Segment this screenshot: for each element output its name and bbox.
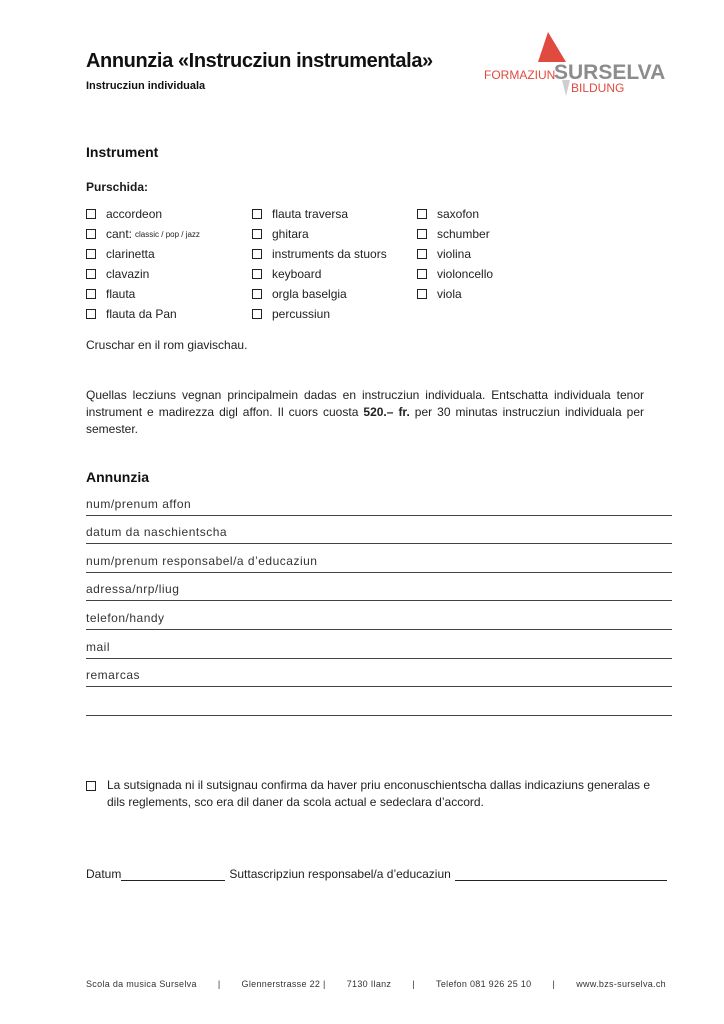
checkbox[interactable] xyxy=(417,249,427,259)
annunzia-heading: Annunzia xyxy=(86,469,149,485)
checkbox[interactable] xyxy=(86,269,96,279)
option-violoncello[interactable] xyxy=(417,264,493,284)
info-text-2: per 30 minutas instrucziun individuala per semester. xyxy=(86,405,645,436)
footer-separator: | xyxy=(217,979,221,989)
checkbox[interactable] xyxy=(86,309,96,319)
field-phone[interactable]: telefon/handy xyxy=(86,611,672,630)
checkbox[interactable] xyxy=(86,249,96,259)
logo-word-bildung: BILDUNG xyxy=(571,81,625,95)
checkbox[interactable] xyxy=(252,289,262,299)
field-remarks[interactable]: remarcas xyxy=(86,668,672,687)
checkbox[interactable] xyxy=(417,229,427,239)
option-label: violoncello xyxy=(437,267,494,281)
price: 520.– fr. xyxy=(363,405,410,419)
option-label: clavazin xyxy=(106,267,150,281)
option-label: ghitara xyxy=(272,227,309,241)
option-label: saxofon xyxy=(437,207,480,221)
checkbox[interactable] xyxy=(252,269,262,279)
footer-city: 7130 Ilanz xyxy=(346,979,392,989)
option-label: flauta traversa xyxy=(272,207,349,221)
option-label: flauta da Pan xyxy=(106,307,177,321)
checkbox[interactable] xyxy=(252,309,262,319)
instrument-column-1 xyxy=(86,204,200,324)
option-label: viola xyxy=(437,287,462,301)
option-label: cant: xyxy=(106,227,133,241)
checkbox[interactable] xyxy=(417,289,427,299)
option-label: orgla baselgia xyxy=(272,287,347,301)
formaziun-surselva-logo xyxy=(482,30,678,98)
option-saxofon[interactable] xyxy=(417,204,493,224)
checkbox[interactable] xyxy=(417,209,427,219)
page-title: Annunzia «Instrucziun instrumentala» xyxy=(86,50,433,72)
option-ghitara[interactable] xyxy=(252,224,387,244)
option-flauta[interactable] xyxy=(86,284,200,304)
info-text-1: Quellas lecziuns vegnan principalmein dadas en instrucziun individuala. Entschatta individuala tenor instrument e madirezza digl affon. Il cuors cuosta xyxy=(86,388,644,419)
option-label: schumber xyxy=(437,227,490,241)
option-label: accordeon xyxy=(106,207,163,221)
signature-label: Suttascripziun responsabel/a d’educaziun xyxy=(229,867,451,881)
footer xyxy=(86,979,666,989)
option-violina[interactable] xyxy=(417,244,493,264)
option-flauta-traversa[interactable] xyxy=(252,204,387,224)
option-percussiun[interactable] xyxy=(252,304,387,324)
instrument-column-2 xyxy=(252,204,387,324)
option-label: instruments da stuors xyxy=(272,247,387,261)
checkbox[interactable] xyxy=(252,229,262,239)
option-keyboard[interactable] xyxy=(252,264,387,284)
field-birthdate[interactable]: datum da naschientscha xyxy=(86,525,672,544)
info-paragraph xyxy=(86,387,644,438)
option-orgla-baselgia[interactable] xyxy=(252,284,387,304)
instrument-column-3 xyxy=(417,204,493,304)
checkbox[interactable] xyxy=(86,209,96,219)
footer-separator: | xyxy=(552,979,556,989)
signature-line[interactable] xyxy=(455,866,667,881)
date-line[interactable] xyxy=(121,866,225,881)
checkbox[interactable] xyxy=(86,289,96,299)
logo-sail-shape xyxy=(538,32,566,62)
option-clavazin[interactable] xyxy=(86,264,200,284)
option-clarinetta[interactable] xyxy=(86,244,200,264)
option-accordeon[interactable] xyxy=(86,204,200,224)
option-instruments-da-stuors[interactable] xyxy=(252,244,387,264)
option-sublabel: classic / pop / jazz xyxy=(135,229,200,239)
field-mail[interactable]: mail xyxy=(86,640,672,659)
option-label: percussiun xyxy=(272,307,331,321)
checkbox[interactable] xyxy=(86,229,96,239)
page-subtitle: Instrucziun individuala xyxy=(86,80,206,92)
date-label: Datum xyxy=(86,867,122,881)
logo-word-surselva: SURSELVA xyxy=(554,61,666,84)
instrument-heading: Instrument xyxy=(86,144,159,160)
option-label: clarinetta xyxy=(106,247,155,261)
checkbox[interactable] xyxy=(252,249,262,259)
footer-phone: Telefon 081 926 25 10 xyxy=(436,979,532,989)
checkbox[interactable] xyxy=(417,269,427,279)
option-flauta-da-pan[interactable] xyxy=(86,304,200,324)
footer-school-name: Scola da musica Surselva xyxy=(86,979,197,989)
option-label: violina xyxy=(437,247,472,261)
logo-graphic xyxy=(482,30,678,98)
option-schumber[interactable] xyxy=(417,224,493,244)
footer-separator: | xyxy=(412,979,415,989)
confirmation-text: La sutsignada ni il sutsignau confirma da haver priu enconuschientscha dallas indicaziuns generalas e dils reglements, sco era dil daner da scola actual e sedeclara d’accord. xyxy=(107,778,650,809)
field-address[interactable]: adressa/nrp/liug xyxy=(86,582,672,601)
signature-row xyxy=(86,866,667,881)
confirmation-checkbox[interactable] xyxy=(86,781,96,791)
footer-website-link[interactable]: www.bzs-surselva.ch xyxy=(576,979,666,989)
footer-street: Glennerstrasse 22 | xyxy=(241,979,326,989)
field-guardian-name[interactable]: num/prenum responsabel/a d’educaziun xyxy=(86,554,672,573)
option-cant[interactable] xyxy=(86,224,200,244)
field-remarks-extra-line[interactable] xyxy=(86,697,672,716)
option-label: flauta xyxy=(106,287,136,301)
option-label: keyboard xyxy=(272,267,322,281)
instruction-note: Cruschar en il rom giavischau. xyxy=(86,338,248,352)
offer-label: Purschida: xyxy=(86,180,149,194)
checkbox[interactable] xyxy=(252,209,262,219)
logo-word-formaziun: FORMAZIUN xyxy=(484,68,556,82)
option-viola[interactable] xyxy=(417,284,493,304)
field-child-name[interactable]: num/prenum affon xyxy=(86,497,672,516)
